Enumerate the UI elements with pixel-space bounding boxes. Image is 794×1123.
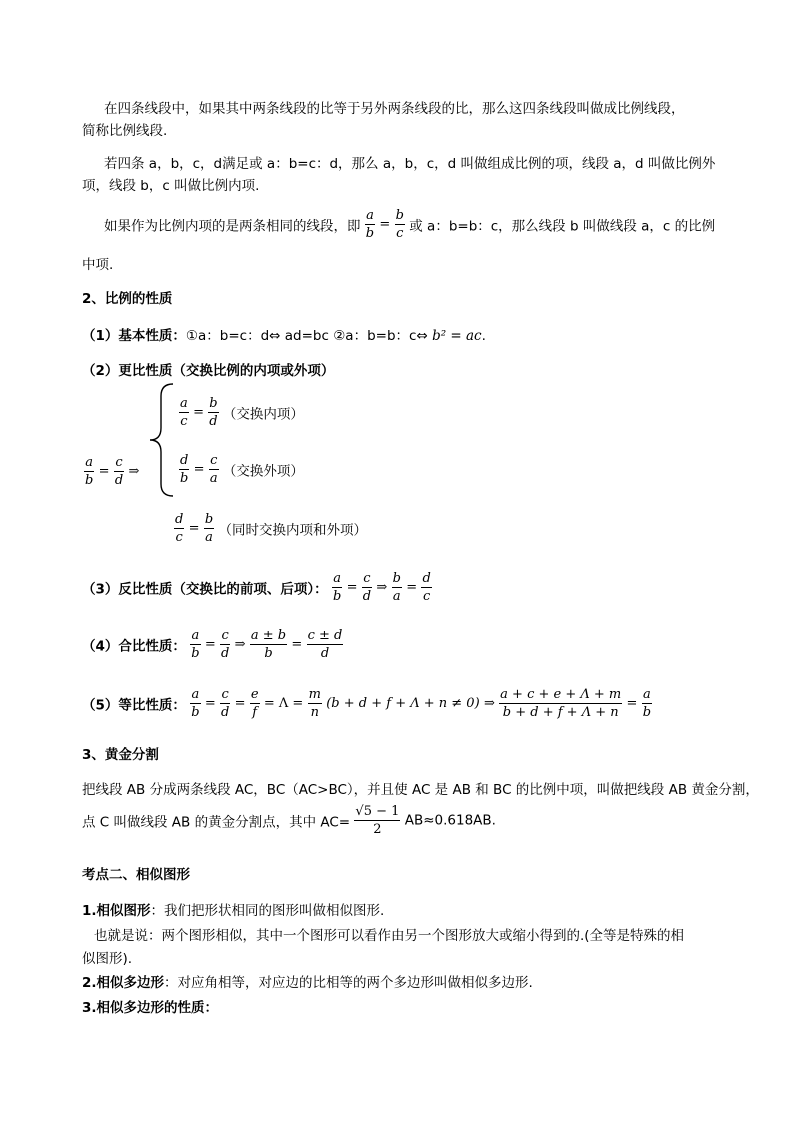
golden-ratio-fraction: $\frac{√5 - 1}{2}$: [355, 804, 400, 837]
property-1-text: ①a：b=c：d⇔ ad=bc ②a：b=b：c⇔: [185, 328, 428, 344]
golden-suffix: AB≈0.618AB.: [404, 812, 496, 829]
para3-line2: 中项.: [82, 257, 114, 273]
swap-both-row: $\frac{d}{c}$ = $\frac{b}{a}$ （同时交换内项和外项）: [175, 512, 367, 545]
para3-prefix: 如果作为比例内项的是两条相同的线段，即: [104, 218, 361, 235]
similar-polygons-label: 2.相似多边形: [82, 975, 165, 991]
section-2-title: 2、比例的性质: [82, 291, 173, 307]
property-5-label: （5）等比性质：: [82, 697, 186, 714]
swap-both-note: （同时交换内项和外项）: [218, 522, 367, 539]
property-1-label: （1）基本性质：: [82, 328, 186, 344]
para1-line1: 在四条线段中，如果其中两条线段的比等于另外两条线段的比，那么这四条线段叫做成比例线段，: [104, 101, 685, 117]
similar-figures-line: [82, 899, 384, 919]
property-5-big-fraction: $\frac{a + c + e + \Lambda + m}{b + d + f + \Lambda + n}$: [500, 687, 622, 720]
property-2-label: （2）更比性质（交换比例的内项或外项）: [82, 363, 335, 379]
golden-line2: [82, 803, 496, 838]
similar-polygons-line: [82, 971, 533, 991]
similar-figures-detail-line1: 也就是说：两个图形相似，其中一个图形可以看作由另一个图形放大或缩小得到的.(全等是特殊的相: [94, 928, 685, 944]
section-3-title: 3、黄金分割: [82, 747, 159, 763]
swap-outer-row: $\frac{d}{b}$ = $\frac{c}{a}$ （交换外项）: [180, 453, 304, 486]
property-4-label: （4）合比性质：: [82, 638, 186, 655]
property-1-line: [82, 324, 486, 344]
swap-inner-note: （交换内项）: [222, 406, 304, 423]
property-3-label: （3）反比性质（交换比的前项、后项）：: [82, 581, 328, 598]
property-1-end: .: [481, 328, 486, 344]
swap-inner-row: $\frac{a}{c}$ = $\frac{b}{d}$ （交换内项）: [180, 396, 304, 429]
property-4-line: （4）合比性质： $\frac{a}{b}$ = $\frac{c}{d}$ ⇒ $\frac{a \pm b}{b}$ = $\frac{c \pm d}{d}$: [82, 628, 343, 661]
similar-figures-label: 1.相似图形: [82, 903, 151, 919]
similar-polygons-properties-label: 3.相似多边形的性质：: [82, 1000, 219, 1016]
kaodian-2-title: 考点二、相似图形: [82, 867, 190, 883]
similar-polygons-text: ：对应角相等，对应边的比相等的两个多边形叫做相似多边形.: [164, 975, 533, 991]
para2-line2: 项，线段 b，c 叫做比例内项.: [82, 178, 260, 194]
swap-outer-note: （交换外项）: [222, 463, 304, 480]
fraction-a-b: $\frac{a}{b}$: [365, 208, 375, 241]
golden-line1: 把线段 AB 分成两条线段 AC，BC（AC>BC），并且使 AC 是 AB 和 BC 的比例中项，叫做把线段 AB 黄金分割，: [82, 782, 759, 798]
para3-line1: 如果作为比例内项的是两条相同的线段，即 $\frac{a}{b}$ = $\frac{b}{c}$ 或 a：b=b：c，那么线段 b 叫做线段 a，c 的比例: [104, 208, 716, 241]
similar-figures-detail-line2: 似图形).: [82, 951, 133, 967]
property-5-condition: (b + d + f + Λ + n ≠ 0): [326, 696, 480, 711]
fraction-b-c: $\frac{b}{c}$: [395, 208, 404, 241]
left-brace-icon: [147, 382, 177, 498]
para2-line1: 若四条 a，b，c，d满足或 a：b=c：d，那么 a，b，c，d 叫做组成比例的项，线段 a，d 叫做比例外: [104, 156, 716, 172]
premise-row: $\frac{a}{b}$ = $\frac{c}{d}$ ⇒: [85, 455, 140, 488]
para1-line2: 简称比例线段.: [82, 123, 168, 139]
similar-figures-text: ：我们把形状相同的图形叫做相似图形.: [150, 903, 385, 919]
property-3-line: （3）反比性质（交换比的前项、后项）： $\frac{a}{b}$ = $\frac{c}{d}$ ⇒ $\frac{b}{a}$ = $\frac{d}{c}$: [82, 571, 431, 604]
property-5-line: （5）等比性质： $\frac{a}{b}$ = $\frac{c}{d}$ = $\frac{e}{f}$ = Λ = $\frac{m}{n}$ (b + d + f + Λ + n ≠ 0) ⇒ $\frac{a + c + e + \Lambda + m}{b + d + f + \Lambda + n}$ = $\frac{a}{b}$: [82, 687, 652, 720]
property-1-formula: b² = ac: [432, 328, 482, 344]
para3-middle: 或 a：b=b：c，那么线段 b 叫做线段 a，c 的比例: [409, 218, 716, 235]
golden-prefix: 点 C 叫做线段 AB 的黄金分割点，其中 AC=: [82, 814, 351, 831]
